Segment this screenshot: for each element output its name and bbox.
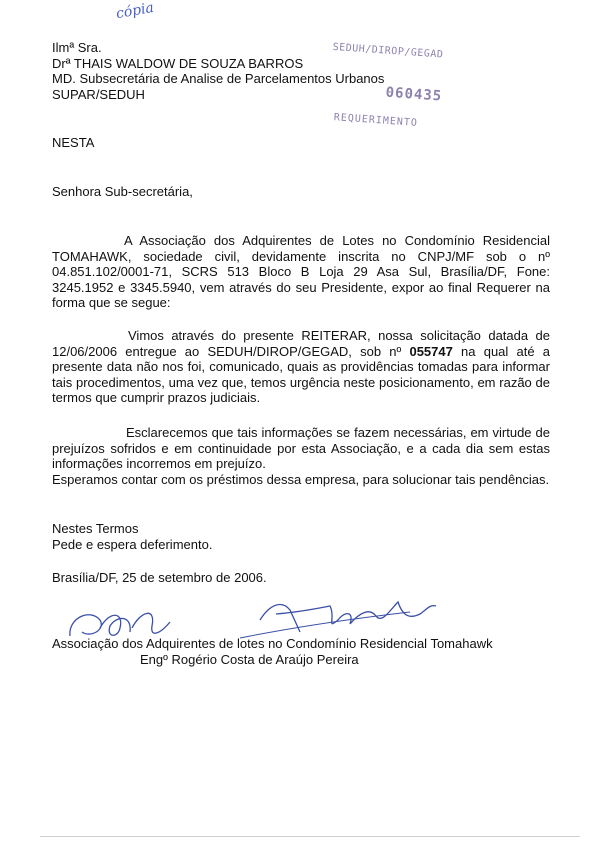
paragraph-2-part1: Vimos através do presente xyxy=(128,328,302,343)
paragraph-1-text: A Associação dos Adquirentes de Lotes no Condomínio Residencial TOMAHAWK, sociedade civil, devidamente inscrita no CNPJ/MF sob o nº 04.851.102/0001-71, SCRS 513 Bloco B Loja 29 Asa Sul, Brasília/DF, Fone: 3245.1952 e 3345.5940, vem através do seu Presidente, expor ao final Requerer na forma que se segue: xyxy=(52,233,550,311)
signature-organization: Associação dos Adquirentes de lotes no Condomínio Residencial Tomahawk xyxy=(52,636,493,651)
paragraph-2-emph1: REITERAR xyxy=(301,328,368,343)
address-line-3: MD. Subsecretária de Analise de Parcelamentos Urbanos xyxy=(52,71,385,87)
paragraph-2 xyxy=(52,328,550,406)
stamp-label: REQUERIMENTO xyxy=(333,112,419,129)
address-line-4: SUPAR/SEDUH xyxy=(52,86,145,102)
paragraph-2-part3: na qual até a presente data não nos foi, comunicado, quais as providências tomadas para informar tais procedimentos, uma vez que, temos urgência neste posicionamento, em razão de termos que cumprir prazos judiciais. xyxy=(52,343,551,406)
closing xyxy=(52,521,212,552)
copia-handwritten-note: cópia xyxy=(114,0,156,23)
paragraph-2-part2: , nossa solicitação datada de 12/06/2006 entregue ao SEDUH/DIROP/GEGAD, sob nº xyxy=(52,328,551,359)
paragraph-3 xyxy=(52,425,550,472)
page-bottom-divider xyxy=(40,836,580,837)
paragraph-3-text: Esclarecemos que tais informações se fazem necessárias, em virtude de prejuízos sofridos e em continuidade por esta Associação, e a cada dia sem estas informações incorremos em prejuízo. xyxy=(52,425,550,472)
salutation: Senhora Sub-secretária, xyxy=(52,184,193,199)
stamp-number: 060435 xyxy=(385,84,443,105)
paragraph-1 xyxy=(52,233,550,311)
nesta-line: NESTA xyxy=(52,135,95,150)
paragraph-4: Esperamos contar com os préstimos dessa empresa, para solucionar tais pendências. xyxy=(52,472,550,487)
paragraph-2-emph2: 055747 xyxy=(409,343,453,359)
closing-line-2: Pede e espera deferimento. xyxy=(52,536,213,552)
date-line: Brasília/DF, 25 de setembro de 2006. xyxy=(52,570,267,585)
address-line-2: Drª THAIS WALDOW DE SOUZA BARROS xyxy=(52,55,304,71)
stamp-org: SEDUH/DIROP/GEGAD xyxy=(332,41,444,61)
protocol-stamp xyxy=(303,34,479,142)
signer-name: Engº Rogério Costa de Araújo Pereira xyxy=(140,652,359,667)
closing-line-1: Nestes Termos xyxy=(52,521,139,536)
address-line-1: Ilmª Sra. xyxy=(52,40,102,55)
